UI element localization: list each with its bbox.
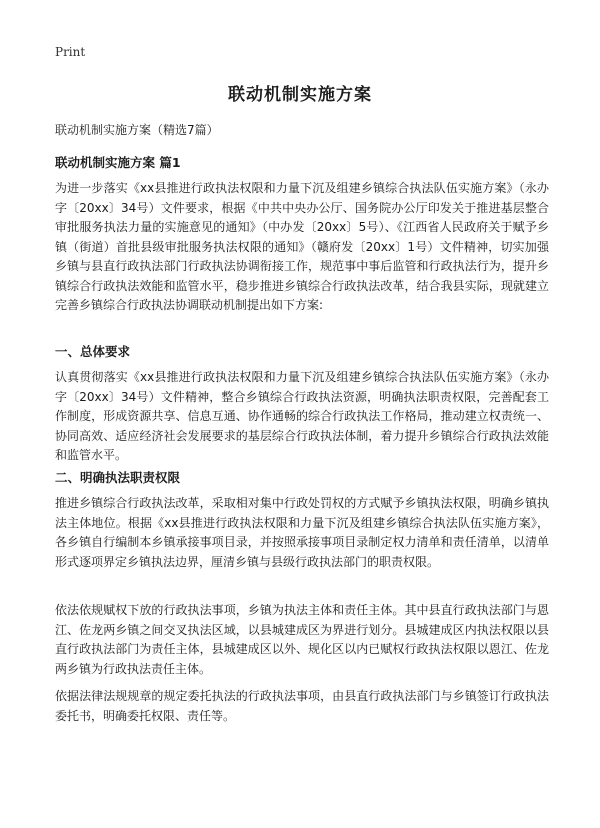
document-subtitle: 联动机制实施方案（精选7篇） (55, 123, 219, 137)
section-2-paragraph-2: 依法依规赋权下放的行政执法事项，乡镇为执法主体和责任主体。其中县直行政执法部门与恩江、佐龙两乡镇之间交叉执法区域，以县城建成区为界进行划分。县城建成区内执法权限以县直行政执法部门为责任主体，县城建成区以外、规化区以内已赋权行政执法权限以恩江、佐龙两乡镇为行政执法责任主体。 (55, 603, 549, 676)
print-link[interactable]: Print (55, 45, 86, 59)
section-2-paragraph-1: 推进乡镇综合行政执法改革，采取相对集中行政处罚权的方式赋予乡镇执法权限，明确乡镇执法主体地位。根据《xx县推进行政执法权限和力量下沉及组建乡镇综合执法队伍实施方案》，各乡镇自行编制本乡镇承接事项目录，并按照承接事项目录制定权力清单和责任清单，以清单形式逐项界定乡镇执法边界，厘清乡镇与县级行政执法部门的职责权限。 (55, 496, 549, 569)
section-2-paragraph-3: 依据法律法规规章的规定委托执法的行政执法事项，由县直行政执法部门与乡镇签订行政执法委托书，明确委托权限、责任等。 (55, 689, 549, 723)
document-title: 联动机制实施方案 (228, 85, 372, 105)
section-2-heading: 二、明确执法职责权限 (55, 470, 181, 485)
intro-paragraph: 为进一步落实《xx县推进行政执法权限和力量下沉及组建乡镇综合执法队伍实施方案》（永办字〔20xx〕34号）文件要求，根据《中共中央办公厅、国务院办公厅印发关于推进基层整合审批服务执法力量的实施意见的通知》（中办发〔20xx〕5号）、《江西省人民政府关于赋予乡镇（街道）首批县级审批服务执法权限的通知》（赣府发〔20xx〕1号）文件精神，切实加强乡镇与县直行政执法部门行政执法协调衔接工作，规范事中事后监管和行政执法行为，提升乡镇综合行政执法效能和监管水平，稳步推进乡镇综合行政执法改革，结合我县实际，现就建立完善乡镇综合行政执法协调联动机制提出如下方案: (55, 181, 549, 312)
article-heading: 联动机制实施方案 篇1 (55, 155, 181, 170)
section-1-heading: 一、总体要求 (55, 344, 131, 359)
section-1-paragraph: 认真贯彻落实《xx县推进行政执法权限和力量下沉及组建乡镇综合执法队伍实施方案》（永办字〔20xx〕34号）文件精神，整合乡镇综合行政执法资源，明确执法职责权限，完善配套工作制度，形成资源共享、信息互通、协作通畅的综合行政执法工作格局，推动建立权责统一、协同高效、适应经济社会发展要求的基层综合行政执法体制，着力提升乡镇综合行政执法效能和监管水平。 (55, 370, 549, 462)
